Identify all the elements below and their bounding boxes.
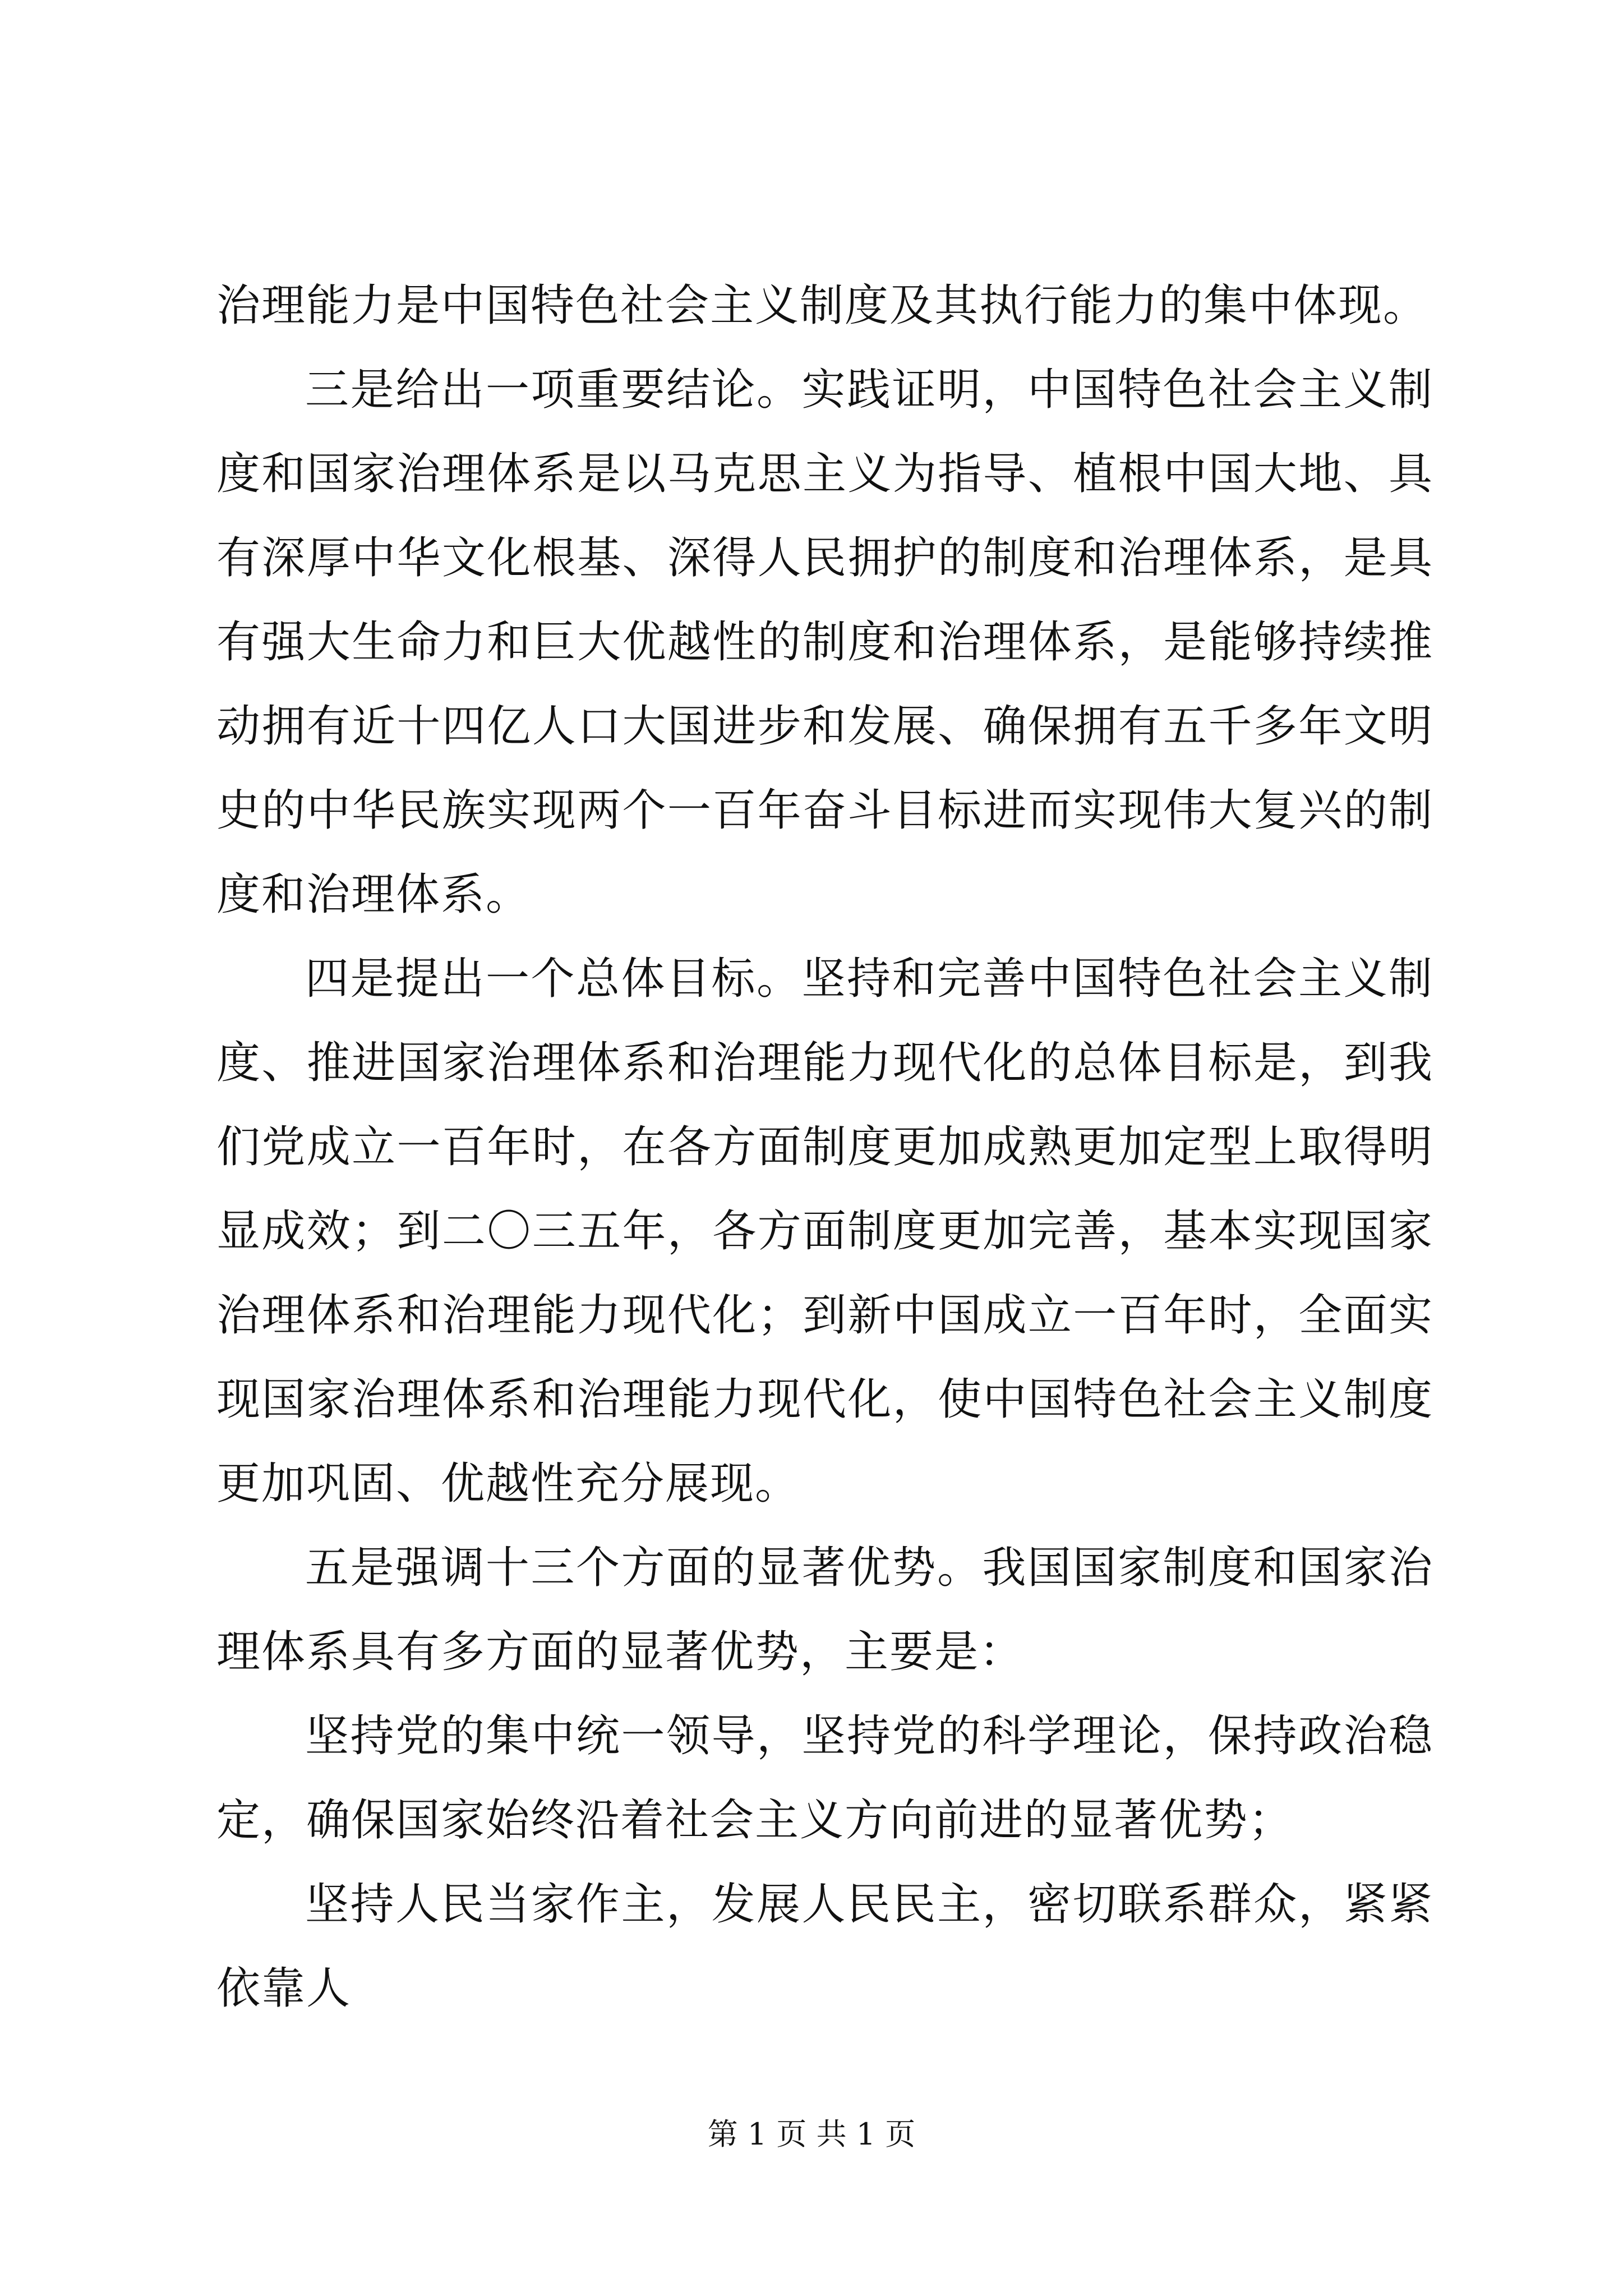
paragraph-3: 四是提出一个总体目标。坚持和完善中国特色社会主义制度、推进国家治理体系和治理能力现代化的总体目标是，到我们党成立一百年时，在各方面制度更加成熟更加定型上取得明显成效；到二〇三五年，各方面制度更加完善，基本实现国家治理体系和治理能力现代化；到新中国成立一百年时，全面实现国家治理体系和治理能力现代化，使中国特色社会主义制度更加巩固、优越性充分展现。 <box>216 954 1433 1509</box>
paragraph-5: 坚持党的集中统一领导，坚持党的科学理论，保持政治稳定，确保国家始终沿着社会主义方向前进的显著优势； <box>216 1711 1433 1846</box>
paragraph-4: 五是强调十三个方面的显著优势。我国国家制度和国家治理体系具有多方面的显著优势，主要是： <box>216 1543 1433 1677</box>
paragraph-2: 三是给出一项重要结论。实践证明，中国特色社会主义制度和国家治理体系是以马克思主义为指导、植根中国大地、具有深厚中华文化根基、深得人民拥护的制度和治理体系，是具有强大生命力和巨大优越性的制度和治理体系，是能够持续推动拥有近十四亿人口大国进步和发展、确保拥有五千多年文明史的中华民族实现两个一百年奋斗目标进而实现伟大复兴的制度和治理体系。 <box>216 365 1433 920</box>
paragraph-6: 坚持人民当家作主，发展人民民主，密切联系群众，紧紧依靠人 <box>216 1879 1433 2014</box>
document-body <box>216 264 1433 2031</box>
paragraph-1: 治理能力是中国特色社会主义制度及其执行能力的集中体现。 <box>216 280 1428 331</box>
page-footer: 第 1 页 共 1 页 <box>707 2116 916 2152</box>
